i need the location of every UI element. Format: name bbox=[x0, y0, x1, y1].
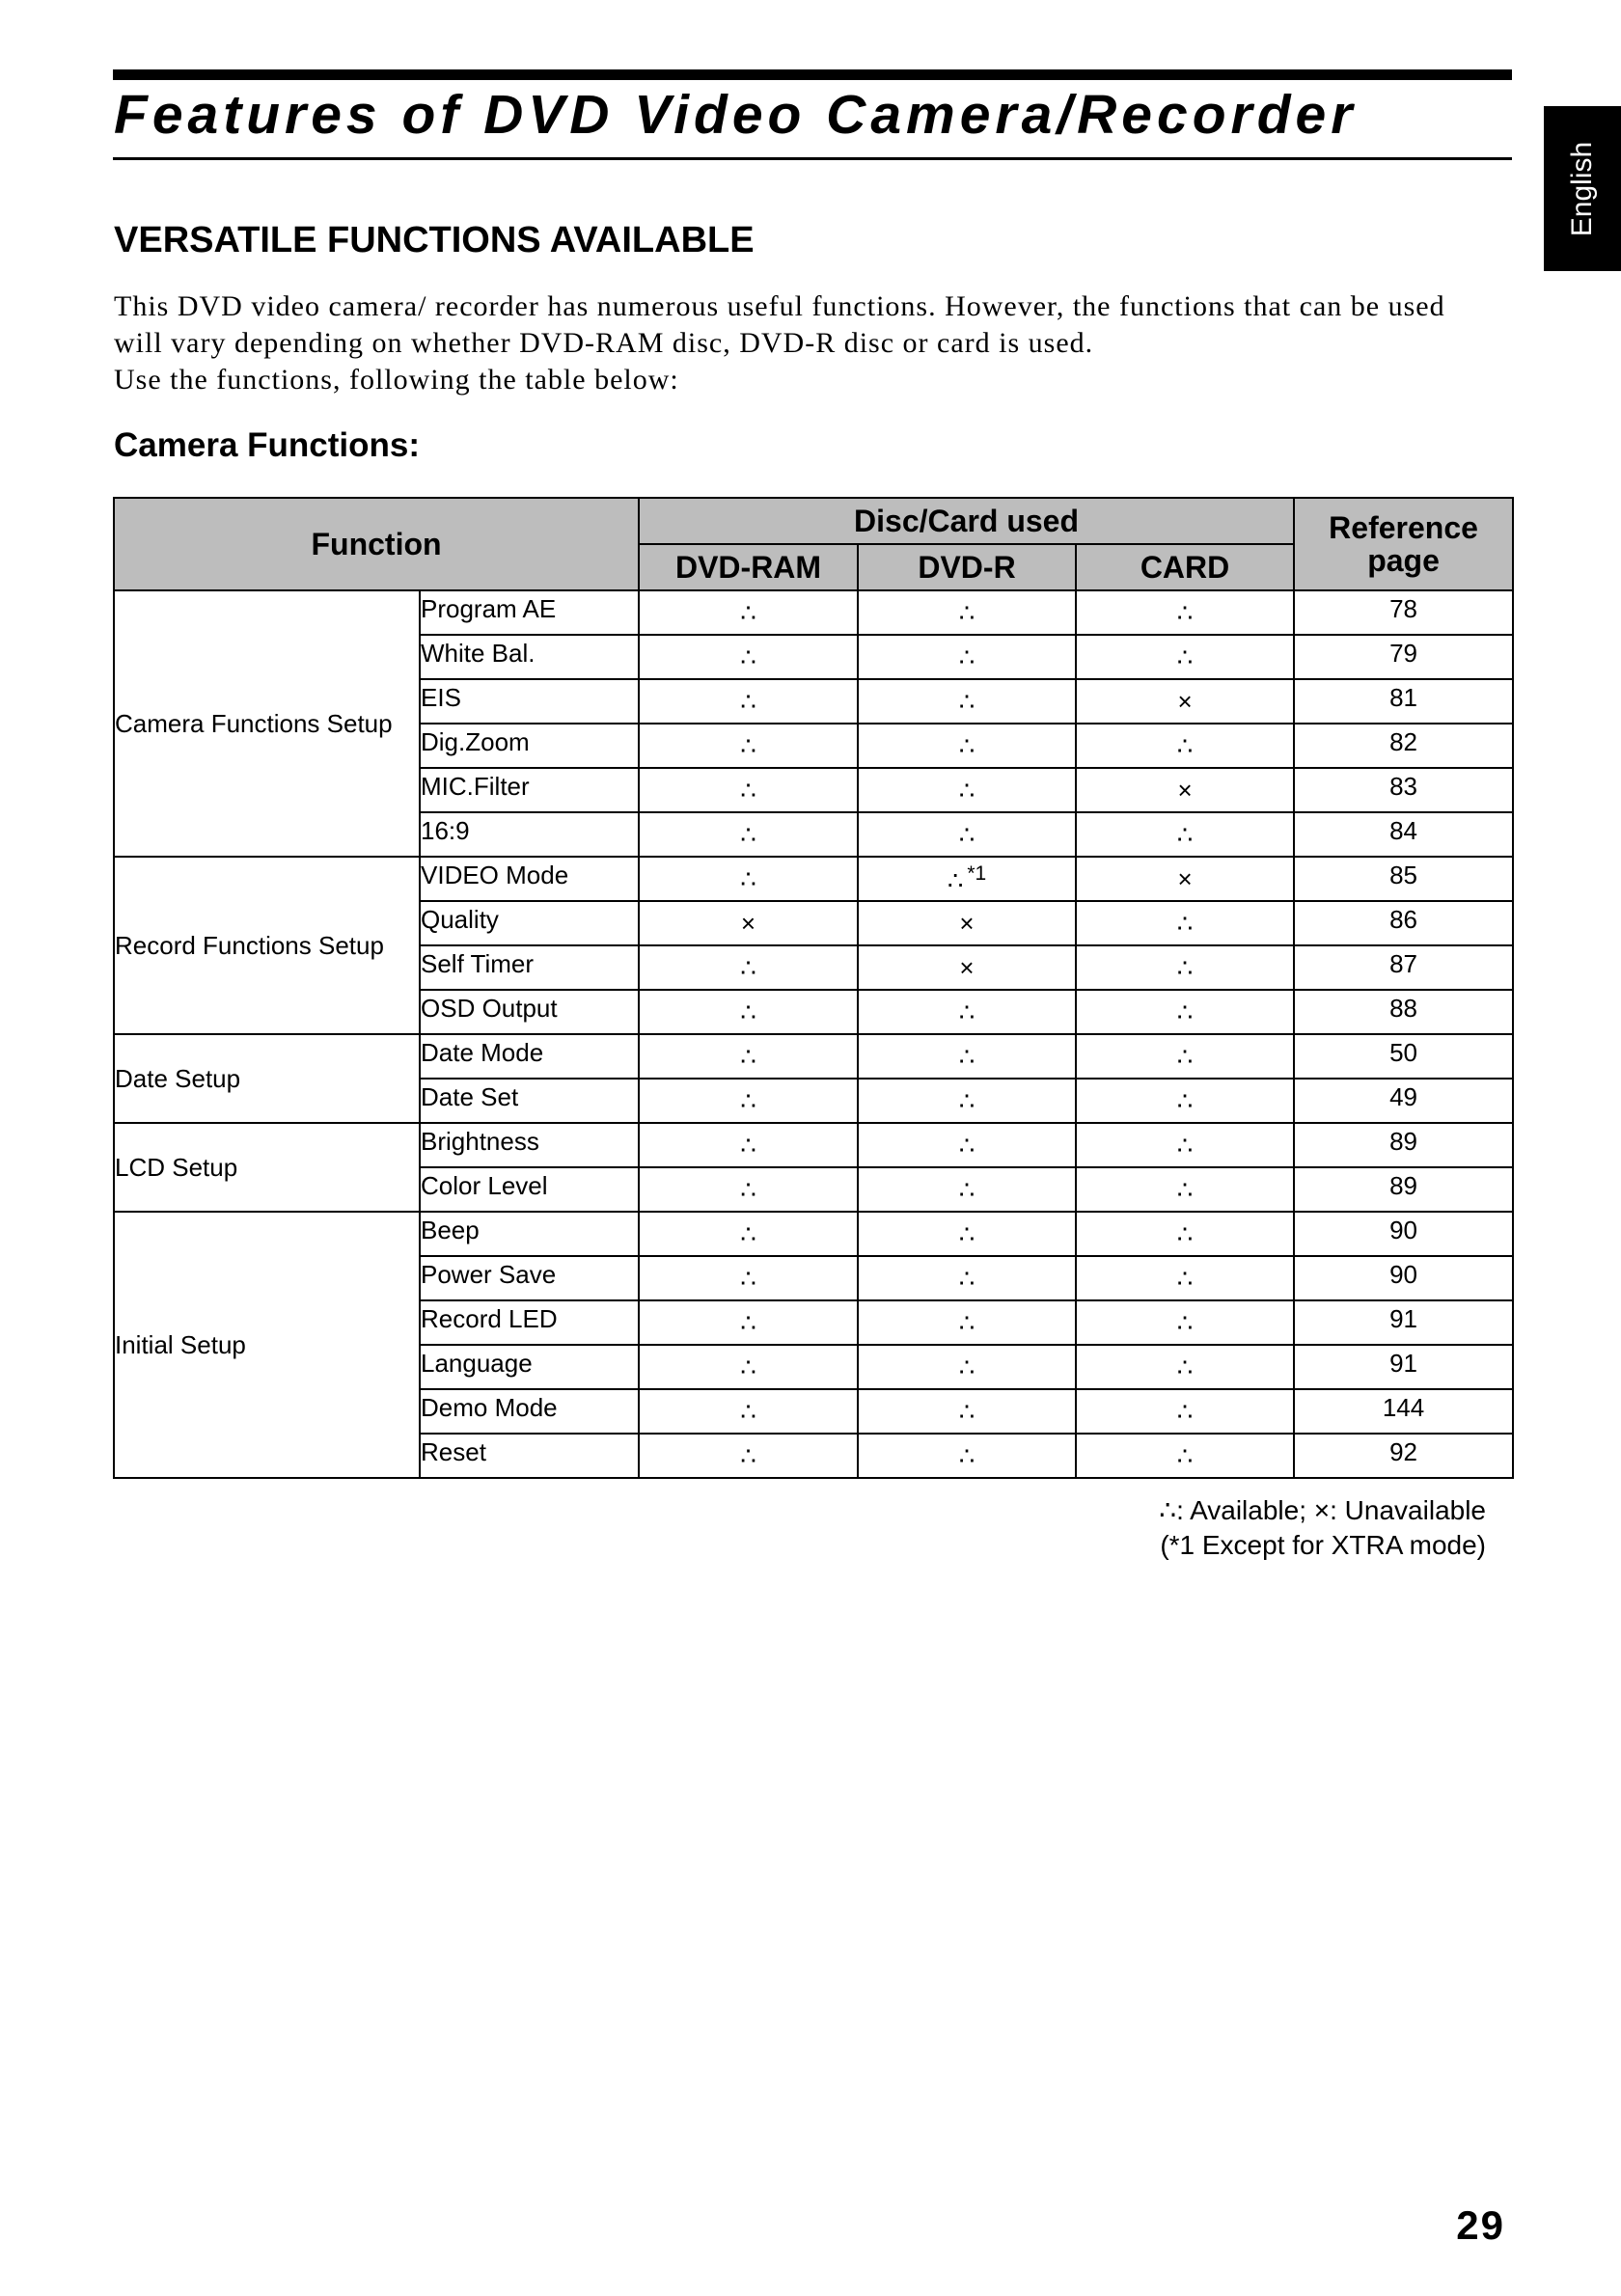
card-cell: ∴ bbox=[1076, 990, 1294, 1034]
intro-paragraph bbox=[114, 288, 1515, 398]
reference-page-cell: 84 bbox=[1294, 812, 1513, 857]
card-cell: ∴ bbox=[1076, 1345, 1294, 1389]
reference-page-cell: 89 bbox=[1294, 1123, 1513, 1167]
table-row bbox=[114, 857, 1513, 901]
reference-page-cell: 90 bbox=[1294, 1212, 1513, 1256]
function-cell: Record LED bbox=[420, 1300, 639, 1345]
group-lcd-setup: LCD Setup bbox=[114, 1123, 420, 1212]
footnote-marker: *1 bbox=[967, 861, 987, 885]
page-number: 29 bbox=[1456, 2202, 1505, 2248]
dvd-ram-cell: ∴ bbox=[639, 857, 858, 901]
dvd-r-cell: ∴ bbox=[858, 1434, 1076, 1478]
section-heading: VERSATILE FUNCTIONS AVAILABLE bbox=[114, 220, 755, 260]
card-cell: ∴ bbox=[1076, 1212, 1294, 1256]
dvd-ram-cell: ∴ bbox=[639, 1034, 858, 1079]
title-rule bbox=[113, 157, 1512, 160]
dvd-r-cell: × bbox=[858, 901, 1076, 945]
function-cell: Beep bbox=[420, 1212, 639, 1256]
function-cell: Date Mode bbox=[420, 1034, 639, 1079]
dvd-ram-cell: ∴ bbox=[639, 990, 858, 1034]
card-cell: × bbox=[1076, 679, 1294, 724]
card-cell: ∴ bbox=[1076, 1256, 1294, 1300]
card-cell: ∴ bbox=[1076, 635, 1294, 679]
table-row bbox=[114, 1123, 1513, 1167]
reference-page-cell: 83 bbox=[1294, 768, 1513, 812]
card-cell: ∴ bbox=[1076, 1079, 1294, 1123]
dvd-ram-cell: ∴ bbox=[639, 1300, 858, 1345]
dvd-r-cell: ∴ bbox=[858, 1345, 1076, 1389]
dvd-ram-cell: ∴ bbox=[639, 1167, 858, 1212]
dvd-ram-cell: ∴ bbox=[639, 1434, 858, 1478]
legend-availability: ∴: Available; ×: Unavailable bbox=[1159, 1495, 1486, 1525]
dvd-r-cell: ∴ bbox=[858, 1123, 1076, 1167]
group-record-functions-setup: Record Functions Setup bbox=[114, 857, 420, 1034]
reference-page-cell: 91 bbox=[1294, 1300, 1513, 1345]
dvd-ram-cell: ∴ bbox=[639, 635, 858, 679]
dvd-ram-cell: × bbox=[639, 901, 858, 945]
reference-page-cell: 49 bbox=[1294, 1079, 1513, 1123]
function-cell: Self Timer bbox=[420, 945, 639, 990]
page-title: Features of DVD Video Camera/Recorder bbox=[114, 84, 1358, 146]
dvd-ram-cell: ∴ bbox=[639, 1212, 858, 1256]
dvd-ram-cell: ∴ bbox=[639, 590, 858, 635]
dvd-ram-cell: ∴ bbox=[639, 679, 858, 724]
dvd-r-cell: ∴ bbox=[858, 1034, 1076, 1079]
dvd-r-symbol: ∴ bbox=[947, 865, 964, 895]
group-initial-setup: Initial Setup bbox=[114, 1212, 420, 1478]
function-cell: Demo Mode bbox=[420, 1389, 639, 1434]
reference-page-cell: 87 bbox=[1294, 945, 1513, 990]
function-cell: VIDEO Mode bbox=[420, 857, 639, 901]
dvd-ram-cell: ∴ bbox=[639, 1389, 858, 1434]
table-row bbox=[114, 590, 1513, 635]
function-cell: Date Set bbox=[420, 1079, 639, 1123]
function-cell: Power Save bbox=[420, 1256, 639, 1300]
dvd-r-cell: ∴ bbox=[858, 1389, 1076, 1434]
language-tab bbox=[1544, 106, 1621, 271]
card-cell: ∴ bbox=[1076, 724, 1294, 768]
intro-line-1: This DVD video camera/ recorder has numerous useful functions. However, the functions that can be used bbox=[114, 290, 1445, 322]
table-row bbox=[114, 1034, 1513, 1079]
dvd-r-cell: ∴ bbox=[858, 1212, 1076, 1256]
dvd-r-cell: ∴ bbox=[858, 1300, 1076, 1345]
language-tab-label: English bbox=[1566, 141, 1598, 236]
camera-functions-heading: Camera Functions: bbox=[114, 426, 420, 464]
reference-page-cell: 88 bbox=[1294, 990, 1513, 1034]
card-cell: × bbox=[1076, 768, 1294, 812]
function-cell: Color Level bbox=[420, 1167, 639, 1212]
function-cell: White Bal. bbox=[420, 635, 639, 679]
header-dvd-ram: DVD-RAM bbox=[639, 544, 858, 590]
dvd-r-cell: × bbox=[858, 945, 1076, 990]
reference-page-cell: 92 bbox=[1294, 1434, 1513, 1478]
dvd-ram-cell: ∴ bbox=[639, 812, 858, 857]
reference-page-cell: 50 bbox=[1294, 1034, 1513, 1079]
card-cell: ∴ bbox=[1076, 1434, 1294, 1478]
card-cell: ∴ bbox=[1076, 1123, 1294, 1167]
dvd-r-cell: ∴ bbox=[858, 1167, 1076, 1212]
function-cell: Brightness bbox=[420, 1123, 639, 1167]
card-cell: ∴ bbox=[1076, 945, 1294, 990]
function-cell: MIC.Filter bbox=[420, 768, 639, 812]
dvd-r-cell: ∴ bbox=[858, 768, 1076, 812]
function-cell: Dig.Zoom bbox=[420, 724, 639, 768]
function-cell: Quality bbox=[420, 901, 639, 945]
card-cell: ∴ bbox=[1076, 1167, 1294, 1212]
dvd-r-cell: ∴ bbox=[858, 679, 1076, 724]
top-rule bbox=[113, 69, 1512, 80]
card-cell: ∴ bbox=[1076, 1034, 1294, 1079]
dvd-r-cell: ∴ bbox=[858, 990, 1076, 1034]
dvd-ram-cell: ∴ bbox=[639, 1079, 858, 1123]
table-row bbox=[114, 1212, 1513, 1256]
function-cell: EIS bbox=[420, 679, 639, 724]
dvd-ram-cell: ∴ bbox=[639, 1256, 858, 1300]
function-cell: OSD Output bbox=[420, 990, 639, 1034]
card-cell: ∴ bbox=[1076, 1300, 1294, 1345]
card-cell: × bbox=[1076, 857, 1294, 901]
dvd-r-cell: ∴ bbox=[858, 590, 1076, 635]
reference-page-cell: 90 bbox=[1294, 1256, 1513, 1300]
intro-line-2: will vary depending on whether DVD-RAM disc, DVD-R disc or card is used. bbox=[114, 327, 1094, 359]
header-dvd-r: DVD-R bbox=[858, 544, 1076, 590]
card-cell: ∴ bbox=[1076, 901, 1294, 945]
card-cell: ∴ bbox=[1076, 1389, 1294, 1434]
header-function: Function bbox=[114, 498, 639, 590]
dvd-r-cell: ∴ bbox=[858, 724, 1076, 768]
reference-page-cell: 78 bbox=[1294, 590, 1513, 635]
group-date-setup: Date Setup bbox=[114, 1034, 420, 1123]
table-legend bbox=[1061, 1493, 1486, 1563]
reference-page-cell: 86 bbox=[1294, 901, 1513, 945]
reference-page-cell: 79 bbox=[1294, 635, 1513, 679]
dvd-ram-cell: ∴ bbox=[639, 1123, 858, 1167]
reference-page-cell: 85 bbox=[1294, 857, 1513, 901]
dvd-r-cell bbox=[858, 857, 1076, 901]
function-cell: 16:9 bbox=[420, 812, 639, 857]
function-cell: Program AE bbox=[420, 590, 639, 635]
dvd-r-cell: ∴ bbox=[858, 635, 1076, 679]
function-cell: Reset bbox=[420, 1434, 639, 1478]
dvd-ram-cell: ∴ bbox=[639, 724, 858, 768]
dvd-ram-cell: ∴ bbox=[639, 1345, 858, 1389]
dvd-ram-cell: ∴ bbox=[639, 945, 858, 990]
legend-footnote: (*1 Except for XTRA mode) bbox=[1160, 1530, 1486, 1560]
intro-line-3: Use the functions, following the table below: bbox=[114, 364, 679, 396]
reference-page-cell: 144 bbox=[1294, 1389, 1513, 1434]
header-card: CARD bbox=[1076, 544, 1294, 590]
reference-page-cell: 91 bbox=[1294, 1345, 1513, 1389]
card-cell: ∴ bbox=[1076, 812, 1294, 857]
reference-page-cell: 82 bbox=[1294, 724, 1513, 768]
header-reference-page: Reference page bbox=[1294, 498, 1513, 590]
camera-functions-table bbox=[113, 497, 1514, 1479]
dvd-r-cell: ∴ bbox=[858, 1079, 1076, 1123]
dvd-ram-cell: ∴ bbox=[639, 768, 858, 812]
header-disc-card-used: Disc/Card used bbox=[639, 498, 1294, 544]
reference-page-cell: 81 bbox=[1294, 679, 1513, 724]
dvd-r-cell: ∴ bbox=[858, 1256, 1076, 1300]
dvd-r-cell: ∴ bbox=[858, 812, 1076, 857]
reference-page-cell: 89 bbox=[1294, 1167, 1513, 1212]
function-cell: Language bbox=[420, 1345, 639, 1389]
group-camera-functions-setup: Camera Functions Setup bbox=[114, 590, 420, 857]
card-cell: ∴ bbox=[1076, 590, 1294, 635]
